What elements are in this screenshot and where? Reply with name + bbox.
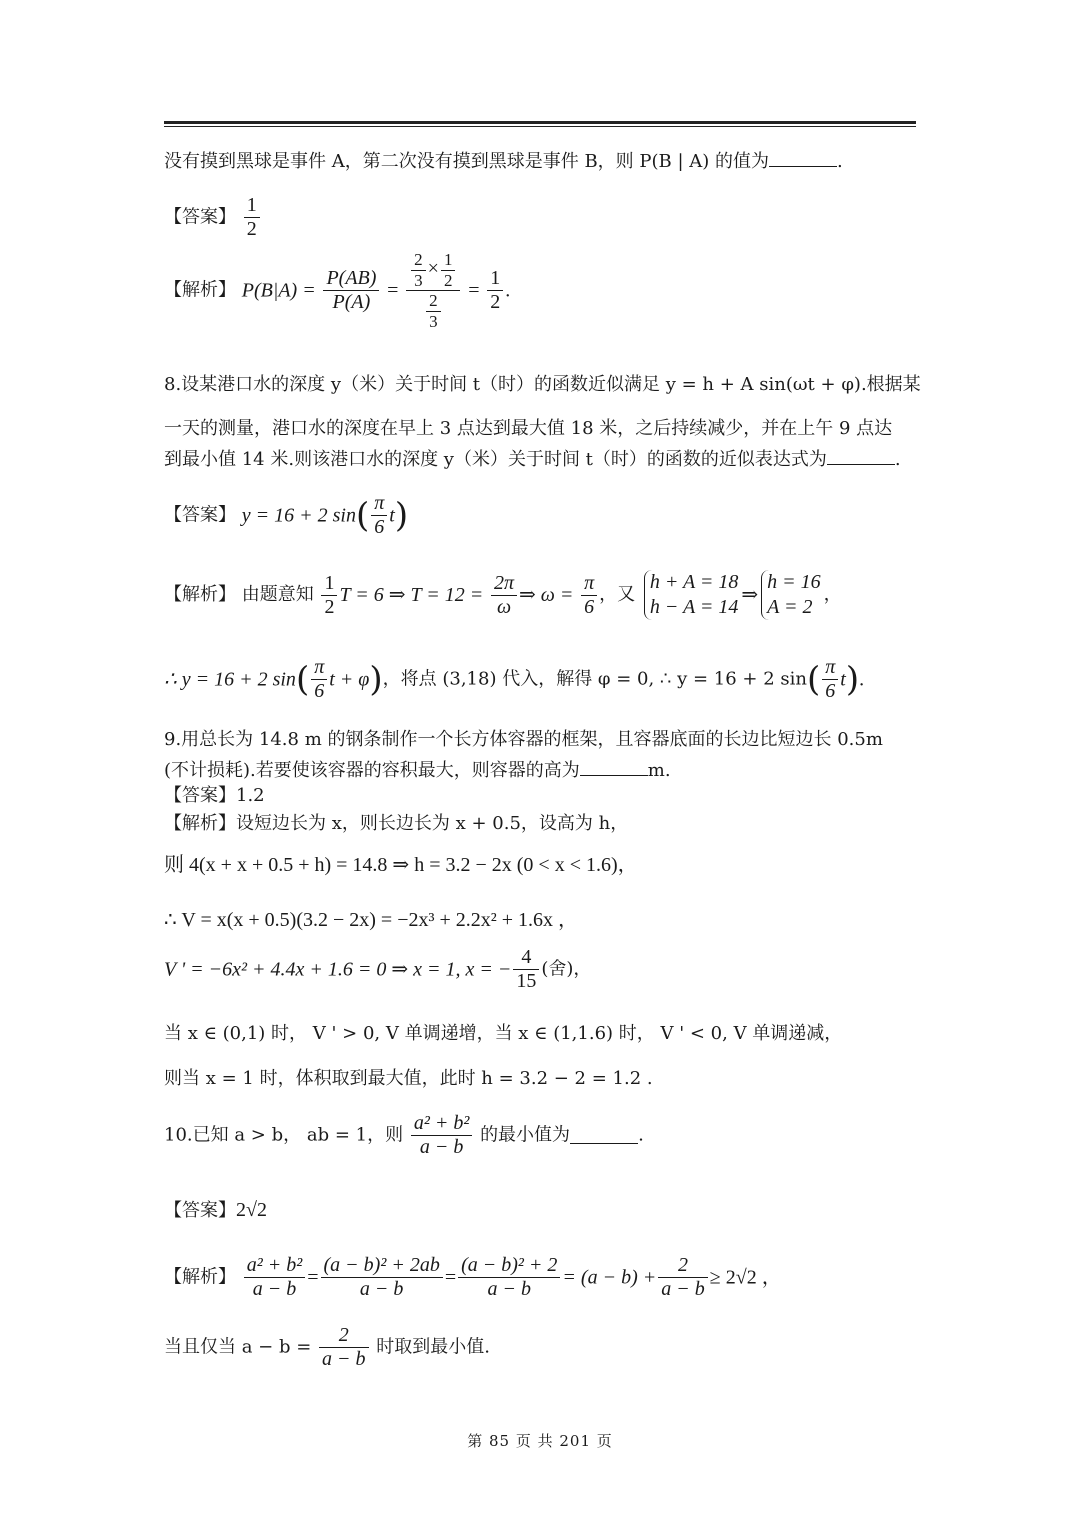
header-rule-thin xyxy=(164,126,916,127)
q7-result-fraction: $\frac{1}{2}$ xyxy=(487,267,503,314)
q9-analysis-line2: 则 4(x + x + 0.5 + h) = 14.8 ⇒ h = 3.2 − 2x (0 < x < 1.6)， xyxy=(164,854,638,876)
q10-conclusion: 当且仅当 a − b = $\frac{2}{a - b}$ 时取到最小值. xyxy=(164,1324,491,1370)
q7-answer: 【答案】 $\frac{1}{2}$ xyxy=(164,194,262,241)
q8-system-1: h + A = 18 h − A = 14 xyxy=(644,570,739,620)
q8-system-2: h = 16 A = 2 xyxy=(761,570,821,620)
q8-stem-line2: 一天的测量，港口水的深度在早上 3 点达到最大值 18 米，之后持续减少，并在上午 9 点达 xyxy=(164,418,893,439)
q7-analysis: 【解析】 P(B|A) = $\frac{P(AB)}{P(A)}$ = $\frac{2}{3}$ × $\frac{1}{2}$ $\frac{2}{3}$ = $\frac{1}{2}$ . xyxy=(164,250,511,331)
q9-analysis-line6: 则当 x = 1 时，体积取到最大值，此时 h = 3.2 − 2 = 1.2 . xyxy=(164,1068,653,1089)
q7-compound-fraction: $\frac{2}{3}$ × $\frac{1}{2}$ $\frac{2}{3}$ xyxy=(406,250,460,331)
q8-answer-fraction: $\frac{\pi}{6}$ xyxy=(371,492,387,539)
q8-answer: 【答案】 y = 16 + 2 sin( $\frac{\pi}{6}$ t) xyxy=(164,492,409,538)
q9-analysis-line1: 【解析】设短边长为 x，则长边长为 x + 0.5，设高为 h， xyxy=(164,813,629,834)
q10-blank xyxy=(570,1127,638,1144)
q9-stem-line1: 9.用总长为 14.8 m 的钢条制作一个长方体容器的框架，且容器底面的长边比短边长 0.5m xyxy=(164,729,883,750)
q7-frac-pab: $\frac{P(AB)}{P(A)}$ xyxy=(323,267,379,314)
q7-answer-fraction: $\frac{1}{2}$ xyxy=(244,194,260,241)
q7-blank xyxy=(769,150,837,167)
page-footer: 第 85 页 共 201 页 xyxy=(467,1432,613,1450)
q7-stem: 没有摸到黑球是事件 A，第二次没有摸到黑球是事件 B，则 P(B | A) 的值为 . xyxy=(164,151,843,172)
q9-analysis-line4: V ' = −6x² + 4.4x + 1.6 = 0 ⇒ x = 1, x = − $\frac{4}{15}$ (舍)， xyxy=(164,946,592,992)
header-rule-thick xyxy=(164,121,916,124)
q9-analysis-line3: ∴ V = x(x + 0.5)(3.2 − 2x) = −2x³ + 2.2x² + 1.6x ， xyxy=(164,909,579,931)
q9-analysis-line5: 当 x ∈ (0,1) 时， V ' > 0, V 单调递增，当 x ∈ (1,1.6) 时， V ' < 0, V 单调递减， xyxy=(164,1023,843,1044)
q8-analysis-line1: 【解析】 由题意知 $\frac{1}{2}$ T = 6 ⇒ T = 12 = $\frac{2\pi}{\omega}$ ⇒ ω = $\frac{\pi}{6}$ ，又 h + A = 18 h − A = 14⇒h = 16 A = 2， xyxy=(164,571,842,618)
q10-answer: 【答案】2√2 xyxy=(164,1199,267,1221)
q8-blank xyxy=(827,448,895,465)
q9-stem-line2: (不计损耗).若要使该容器的容积最大，则容器的高为 m. xyxy=(164,760,671,781)
q9-answer: 【答案】1.2 xyxy=(164,785,265,806)
q8-stem-line3: 到最小值 14 米.则该港口水的深度 y（米）关于时间 t（时）的函数的近似表达式为 . xyxy=(164,449,901,470)
q8-analysis-line2: ∴ y = 16 + 2 sin( $\frac{\pi}{6}$ t + φ)，将点 (3,18) 代入，解得 φ = 0, ∴ y = 16 + 2 sin( $\frac{\pi}{6}$ t). xyxy=(164,656,865,702)
q10-stem: 10.已知 a > b， ab = 1，则 $\frac{\text{a² + b²}}{a - b}$ 的最小值为 . xyxy=(164,1112,644,1158)
q10-analysis: 【解析】 $\frac{\text{a² + b²}}{a - b}$ = $\frac{\text{(a − b)² + 2ab}}{a - b}$ = $\frac{\text{(a − b)² + 2}}{a - b}$ = (a − b) + $\frac{2}{a - b}$ ≥ 2√2 ， xyxy=(164,1254,782,1300)
q8-stem-line1: 8.设某港口水的深度 y（米）关于时间 t（时）的函数近似满足 y = h + A sin(ωt + φ).根据某 xyxy=(164,374,921,395)
q9-blank xyxy=(580,759,648,776)
